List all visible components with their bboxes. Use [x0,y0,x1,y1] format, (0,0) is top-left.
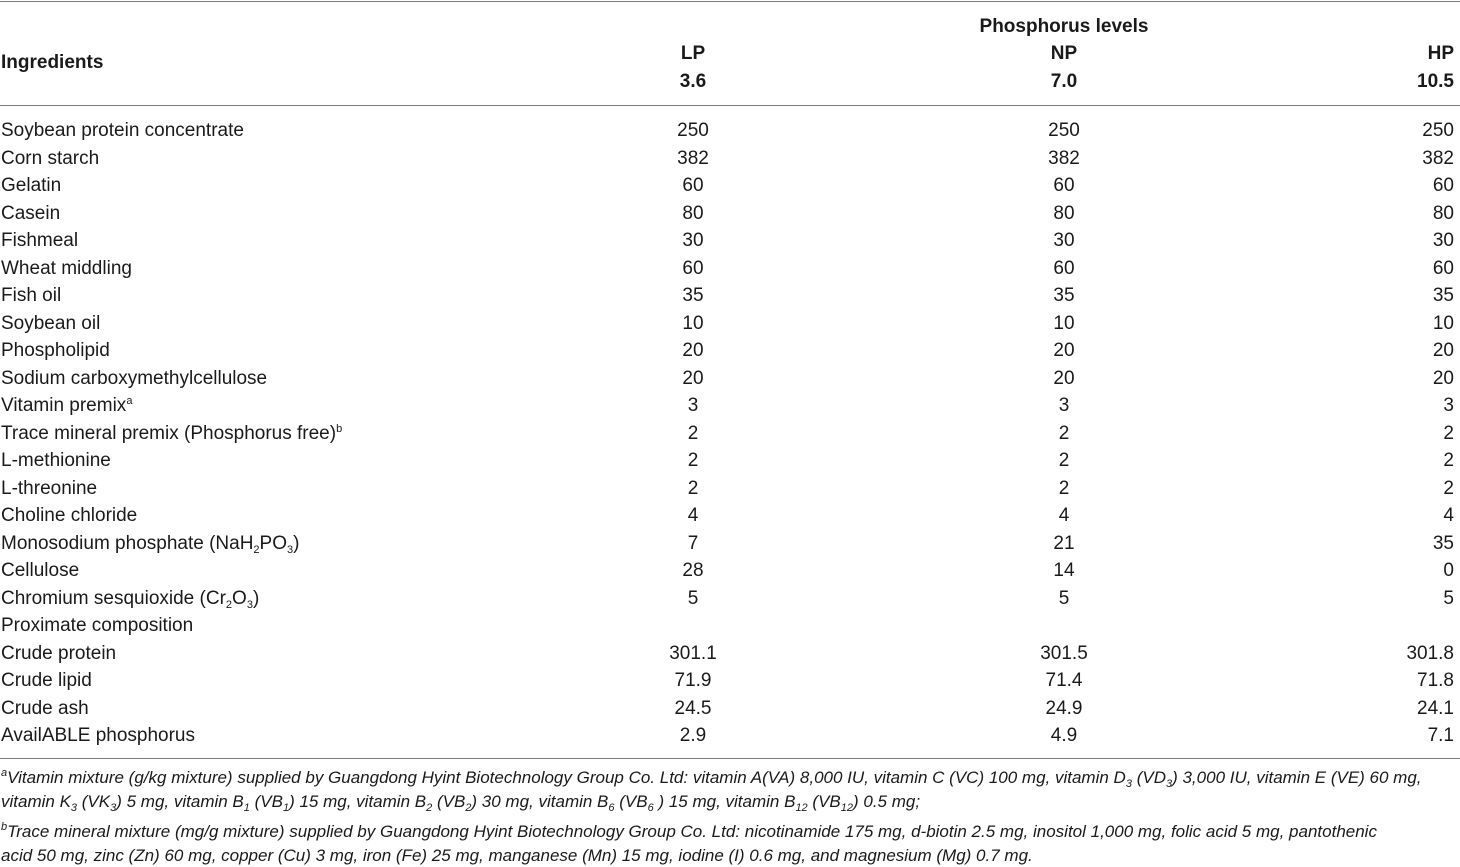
bottom-rule [0,758,1460,759]
cell-np: 5 [1058,587,1070,609]
cell-lp: 250 [677,120,709,141]
cell-np: 382 [1048,147,1080,169]
cell-hp: 382 [1422,147,1454,169]
row-label: L-methionine [1,450,111,471]
cell-np: 301.5 [1040,642,1088,664]
cell-np: 4 [1058,505,1070,526]
row-label: Fish oil [1,285,62,306]
cell-np: 4.9 [1050,725,1078,746]
top-rule [0,1,1460,2]
row-label: Phospholipid [1,340,110,361]
row-label: Choline chloride [1,505,138,526]
footnote-b: $^b$Trace mineral mixture (mg/g mixture) supplied by Guangdong Hyint Biotechnology Group Co. Ltd: nicotinamide 175 mg, d-biotin 2.5 mg, inositol 1,000 mg, folic acid 5 mg, pantothenic acid 50 mg, zinc (Zn) 60 mg, copper (Cu) 3 mg, iron (Fe) 25 mg, manganese (Mn) 15 mg, iodine (I) 0.6 mg, and magnesium (Mg) 0.7 mg. [1,821,1377,865]
cell-lp: 80 [682,202,704,224]
cell-hp: 2 [1443,477,1454,499]
cell-np: 3 [1058,395,1070,416]
cell-hp: 0 [1443,560,1454,581]
cell-lp: 2 [687,477,699,499]
footnote-a-marker: a [1,767,8,779]
cell-lp: 301.1 [669,642,717,664]
cell-hp: 20 [1432,367,1454,389]
row-label: Proximate composition [1,615,194,636]
cell-lp: 2 [687,450,699,471]
cell-hp: 250 [1422,120,1454,141]
row-label: Sodium carboxymethylcellulose [1,367,268,389]
cell-hp: 3 [1443,395,1454,416]
column-lp-name: LP [680,43,706,64]
column-hp-value: 10.5 [1417,71,1454,92]
row-label: Wheat middling [1,257,132,279]
cell-hp: 60 [1432,257,1454,279]
header-rule [0,105,1460,106]
cell-lp: 4 [687,505,699,526]
cell-lp: 10 [682,312,704,334]
cell-lp: 382 [677,147,709,169]
cell-hp: 301.8 [1406,642,1454,664]
row-label: Fishmeal [1,230,79,251]
cell-lp: 3 [687,395,699,416]
cell-hp: 35 [1432,285,1454,306]
cell-lp: 2.9 [679,725,707,746]
row-label: Monosodium phosphate $(NaH_2PO_3)$ [1,532,300,556]
cell-hp: 5 [1443,587,1454,609]
cell-lp: 30 [682,230,704,251]
row-label: Chromium sesquioxide $(Cr_2O_3)$ [1,587,260,611]
cell-hp: 4 [1443,505,1454,526]
row-label: Crude lipid [1,670,92,691]
footnote-b-marker: b [1,821,8,833]
row-label: Gelatin [1,175,62,196]
cell-hp: 80 [1432,202,1454,224]
row-label: Soybean oil [1,312,101,334]
cell-np: 24.9 [1045,697,1083,719]
cell-lp: 7 [687,532,699,554]
phosphorus-levels-heading: Phosphorus levels [979,16,1149,37]
cell-lp: 71.9 [674,670,712,691]
cell-hp: 24.1 [1417,697,1454,719]
cell-np: 20 [1053,367,1075,389]
cell-hp: 71.8 [1417,670,1454,691]
column-np-name: NP [1050,43,1078,64]
cell-np: 2 [1058,477,1070,499]
cell-lp: 20 [682,340,704,361]
cell-np: 2 [1058,450,1070,471]
cell-np: 71.4 [1045,670,1083,691]
row-label: Trace mineral premix (Phosphorus free)$^b$ [1,422,343,444]
cell-np: 60 [1053,257,1075,279]
cell-hp: 2 [1443,422,1454,444]
cell-hp: 35 [1432,532,1454,554]
row-label: Crude ash [1,697,89,719]
cell-hp: 20 [1432,340,1454,361]
row-label: Crude protein [1,642,117,664]
column-lp-value: 3.6 [679,71,707,92]
cell-np: 30 [1053,230,1075,251]
row-label: L-threonine [1,477,98,499]
cell-lp: 5 [687,587,699,609]
cell-np: 21 [1053,532,1075,554]
cell-lp: 24.5 [674,697,712,719]
row-label: Soybean protein concentrate [1,120,244,141]
cell-np: 10 [1053,312,1075,334]
cell-lp: 60 [682,175,704,196]
column-np-value: 7.0 [1050,71,1078,92]
cell-np: 250 [1048,120,1080,141]
cell-lp: 35 [682,285,704,306]
cell-hp: 7.1 [1427,725,1454,746]
footnote-a: $^a$Vitamin mixture (g/kg mixture) supplied by Guangdong Hyint Biotechnology Group Co. Ltd: vitamin A(VA) 8,000 IU, vitamin C (VC) 100 mg, vitamin $D_3$ $(VD_3)$ 3,000 IU, vitamin E (VE) 60 mg, vitamin $K_3$ $(VK_3)$ 5 mg, vitamin $B_1$ $(VB_1)$ 15 mg, vitamin $B_2$ $(VB_2)$ 30 mg, vitamin $B_6$ ($VB_6$ ) 15 mg, vitamin $B_{12}$ $(VB_{12})$ 0.5 mg; [1,767,1422,814]
cell-np: 60 [1053,175,1075,196]
row-label: Cellulose [1,560,80,581]
cell-hp: 60 [1432,175,1454,196]
cell-lp: 2 [687,422,699,444]
cell-hp: 30 [1432,230,1454,251]
cell-hp: 10 [1432,312,1454,334]
row-label: Corn starch [1,147,100,169]
cell-np: 2 [1058,422,1070,444]
cell-lp: 28 [682,560,704,581]
cell-hp: 2 [1443,450,1454,471]
cell-np: 80 [1053,202,1075,224]
row-label: AvailABLE phosphorus [1,725,195,746]
cell-lp: 60 [682,257,704,279]
row-label: Vitamin premix$^a$ [1,395,133,416]
cell-lp: 20 [682,367,704,389]
cell-np: 14 [1053,560,1075,581]
column-hp-name: HP [1427,43,1454,64]
row-label: Casein [1,202,61,224]
cell-np: 20 [1053,340,1075,361]
cell-np: 35 [1053,285,1075,306]
ingredients-heading: Ingredients [1,52,104,73]
